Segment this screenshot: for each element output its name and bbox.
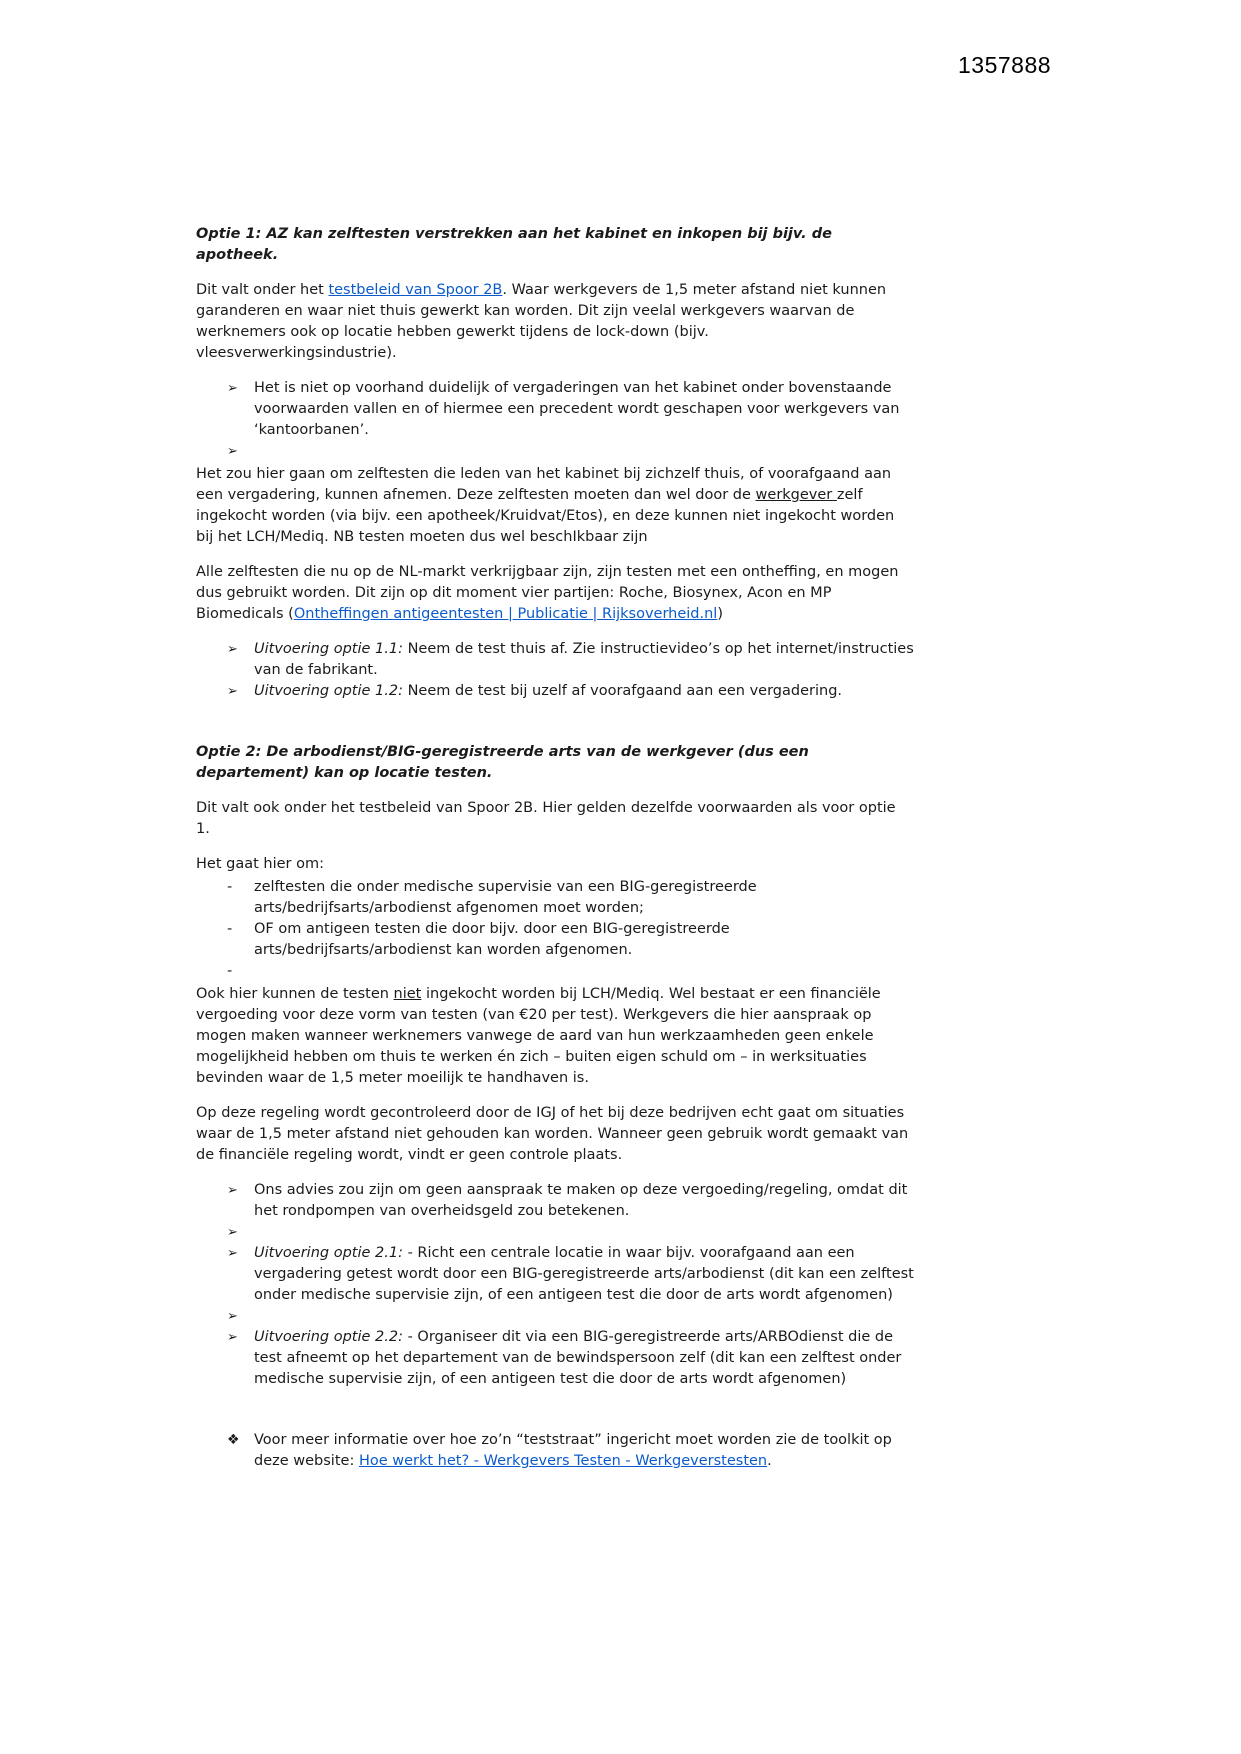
- arrow-bullet-icon: ➢: [227, 1330, 238, 1345]
- italic-text: Uitvoering optie 1.1:: [254, 641, 403, 657]
- list-item-text: [254, 1243, 914, 1306]
- arrow-list: [196, 639, 914, 702]
- text-run: Op deze regeling wordt gecontroleerd door de IGJ of het bij deze bedrijven echt gaat om situaties waar de 1,5 meter afstand niet gehouden kan worden. Wanneer geen gebruik wordt gemaakt van de financiële regeling wordt, vindt er geen controle plaats.: [196, 1105, 909, 1163]
- paragraph: [196, 280, 914, 364]
- arrow-bullet-icon: ➢: [227, 444, 238, 459]
- diamond-bullet-icon: ❖: [227, 1432, 240, 1448]
- dash-bullet-icon: -: [227, 963, 233, 979]
- paragraph: [196, 798, 914, 840]
- list-item: [225, 681, 914, 702]
- list-item: [225, 1327, 914, 1390]
- paragraph: [196, 984, 914, 1089]
- list-item-text: [254, 919, 914, 961]
- dash-bullet-icon: -: [227, 921, 233, 937]
- paragraph: [196, 464, 914, 548]
- paragraph: [196, 1103, 914, 1166]
- arrow-bullet-icon: ➢: [227, 381, 238, 396]
- list-item: [225, 1306, 914, 1327]
- list-item-text: [254, 639, 914, 681]
- link-ontheffingen-antigeentesten[interactable]: Ontheffingen antigeentesten | Publicatie | Rijksoverheid.nl: [293, 606, 718, 622]
- list-item-text: [254, 1180, 914, 1222]
- document-content: [196, 224, 914, 1474]
- text-run: zelftesten die onder medische supervisie van een BIG-geregistreerde arts/bedrijfsarts/arbodienst afgenomen moet worden;: [254, 879, 757, 916]
- arrow-bullet-icon: ➢: [227, 1183, 238, 1198]
- list-item: [225, 1222, 914, 1243]
- text-run: Dit valt ook onder het testbeleid van Spoor 2B. Hier gelden dezelfde voorwaarden als voor optie 1.: [196, 800, 896, 837]
- underlined-text: niet: [393, 986, 422, 1002]
- list-item-text: [254, 681, 914, 702]
- arrow-bullet-icon: ➢: [227, 1309, 238, 1324]
- list-item: [225, 441, 914, 462]
- text-run: - Richt een centrale locatie in waar bijv. voorafgaand aan een vergadering getest wordt door een BIG-geregistreerde arts/arbodienst (dit kan een zelftest onder medische supervisie zijn, of een antigeen test die door de arts wordt afgenomen): [254, 1245, 914, 1303]
- list-item-text: [254, 1327, 914, 1390]
- document-number: 1357888: [958, 52, 1052, 78]
- text-run: OF om antigeen testen die door bijv. door een BIG-geregistreerde arts/bedrijfsarts/arbodienst kan worden afgenomen.: [254, 921, 730, 958]
- text-run: Alle zelftesten die nu op de NL-markt verkrijgbaar zijn, zijn testen met een ontheffing, en mogen dus gebruikt worden. Dit zijn op dit moment vier partijen: Roche, Biosynex, Acon en MP Biomedicals (: [196, 564, 899, 622]
- list-item: [225, 1180, 914, 1222]
- list-item-text: [254, 378, 914, 441]
- list-item: [225, 639, 914, 681]
- diamond-list: [196, 1430, 914, 1472]
- text-run: ): [717, 606, 724, 622]
- text-run: - Organiseer dit via een BIG-geregistreerde arts/ARBOdienst die de test afneemt op het departement van de bewindspersoon zelf (dit kan een zelftest onder medische supervisie zijn, of een antigeen test die door de arts wordt afgenomen): [254, 1329, 902, 1387]
- text-run: Optie 2: De arbodienst/BIG-geregistreerde arts van de werkgever (dus een departement) kan op locatie testen.: [196, 744, 809, 781]
- paragraph: [196, 854, 914, 875]
- list-item: [225, 961, 914, 982]
- underlined-text: werkgever: [755, 487, 837, 503]
- list-item: [225, 877, 914, 919]
- text-run: .: [767, 1453, 772, 1469]
- arrow-bullet-icon: ➢: [227, 1225, 238, 1240]
- text-run: Optie 1: AZ kan zelftesten verstrekken aan het kabinet en inkopen bij bijv. de apotheek.: [196, 226, 832, 263]
- list-item: [225, 378, 914, 441]
- italic-text: Uitvoering optie 1.2:: [254, 683, 403, 699]
- text-run: Neem de test thuis af. Zie instructievideo’s op het internet/instructies van de fabrikant.: [254, 641, 914, 678]
- arrow-bullet-icon: ➢: [227, 684, 238, 699]
- text-run: Ons advies zou zijn om geen aanspraak te maken op deze vergoeding/regeling, omdat dit het rondpompen van overheidsgeld zou betekenen.: [254, 1182, 908, 1219]
- arrow-list: [196, 378, 914, 462]
- text-run: Ook hier kunnen de testen: [196, 986, 394, 1002]
- text-run: Het zou hier gaan om zelftesten die leden van het kabinet bij zichzelf thuis, of voorafgaand aan een vergadering, kunnen afnemen. Deze zelftesten moeten dan wel door de: [196, 466, 892, 503]
- text-run: . Waar werkgevers de 1,5 meter afstand niet kunnen garanderen en waar niet thuis gewerkt kan worden. Dit zijn veelal werkgevers waarvan de werknemers ook op locatie hebben gewerkt tijdens de lock-down (bijv. vleesverwerkingsindustrie).: [196, 282, 887, 361]
- dash-list: [196, 877, 914, 982]
- text-run: Voor meer informatie over hoe zo’n “teststraat” ingericht moet worden zie de toolkit op deze website:: [254, 1432, 892, 1469]
- section-heading: [196, 742, 914, 784]
- list-item-text: [254, 1430, 914, 1472]
- list-item-text: [254, 877, 914, 919]
- text-run: Het gaat hier om:: [196, 856, 324, 872]
- section-heading: [196, 224, 914, 266]
- list-item: [225, 1430, 914, 1472]
- list-item: [225, 919, 914, 961]
- text-run: zelf ingekocht worden (via bijv. een apotheek/Kruidvat/Etos), en deze kunnen niet ingekocht worden bij het LCH/Mediq. NB testen moeten dus wel beschIkbaar zijn: [196, 487, 895, 545]
- text-run: Het is niet op voorhand duidelijk of vergaderingen van het kabinet onder bovenstaande voorwaarden vallen en of hiermee een precedent wordt geschapen voor werkgevers van ‘kantoorbanen’.: [254, 380, 900, 438]
- italic-text: Uitvoering optie 2.2:: [254, 1329, 403, 1345]
- arrow-bullet-icon: ➢: [227, 1246, 238, 1261]
- link-werkgeverstesten[interactable]: Hoe werkt het? - Werkgevers Testen - Werkgeverstesten: [358, 1453, 768, 1469]
- arrow-bullet-icon: ➢: [227, 642, 238, 657]
- arrow-list: [196, 1180, 914, 1390]
- dash-bullet-icon: -: [227, 879, 233, 895]
- link-testbeleid-spoor-2b[interactable]: testbeleid van Spoor 2B: [328, 282, 503, 298]
- italic-text: Uitvoering optie 2.1:: [254, 1245, 403, 1261]
- text-run: Dit valt onder het: [196, 282, 329, 298]
- text-run: ingekocht worden bij LCH/Mediq. Wel bestaat er een financiële vergoeding voor deze vorm van testen (van €20 per test). Werkgevers die hier aanspraak op mogen maken wanneer werknemers vanwege de aard van hun werkzaamheden geen enkele mogelijkheid hebben om thuis te werken én zich – buiten eigen schuld om – in werksituaties bevinden waar de 1,5 meter moeilijk te handhaven is.: [196, 986, 881, 1086]
- text-run: Neem de test bij uzelf af voorafgaand aan een vergadering.: [402, 683, 843, 699]
- list-item: [225, 1243, 914, 1306]
- paragraph: [196, 562, 914, 625]
